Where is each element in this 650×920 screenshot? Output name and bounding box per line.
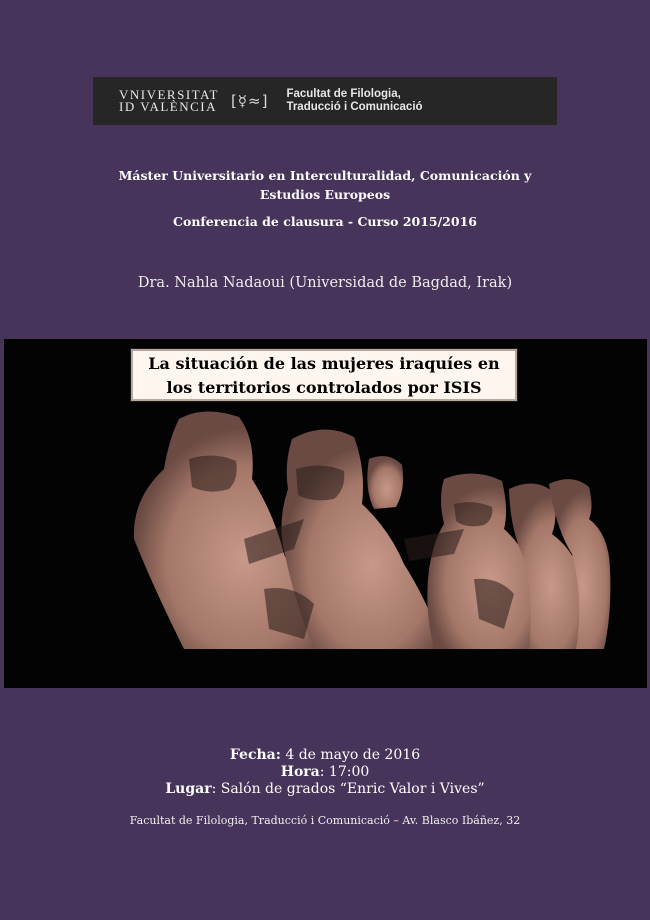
programme-title: Máster Universitario en Interculturalidad, Comunicación y Estudios Europeos [118, 168, 532, 202]
women-photo [4, 339, 647, 688]
speaker-name: Dra. Nahla Nadaoui (Universidad de Bagdad, Irak) [137, 275, 513, 291]
talk-title: La situación de las mujeres iraquíes en los territorios controlados por ISIS [131, 349, 517, 401]
event-details [0, 747, 650, 798]
university-emblem-icon: [☿≈] [230, 92, 269, 110]
university-name: VNIVERSITAT ID VALÈNCIA [119, 87, 219, 114]
faculty-name: Facultat de Filologia, Traducció i Comunicació [286, 88, 423, 113]
event-type: Conferencia de clausura - Curso 2015/2016 [173, 214, 477, 229]
place-line: Lugar: Salón de grados “Enric Valor i Vives” [165, 781, 485, 797]
university-logo-banner [93, 77, 557, 125]
time-line: Hora: 17:00 [280, 764, 370, 780]
footer-address: Facultat de Filologia, Traducció i Comunicació – Av. Blasco Ibáñez, 32 [129, 814, 521, 827]
date-line: Fecha: 4 de mayo de 2016 [229, 747, 421, 763]
